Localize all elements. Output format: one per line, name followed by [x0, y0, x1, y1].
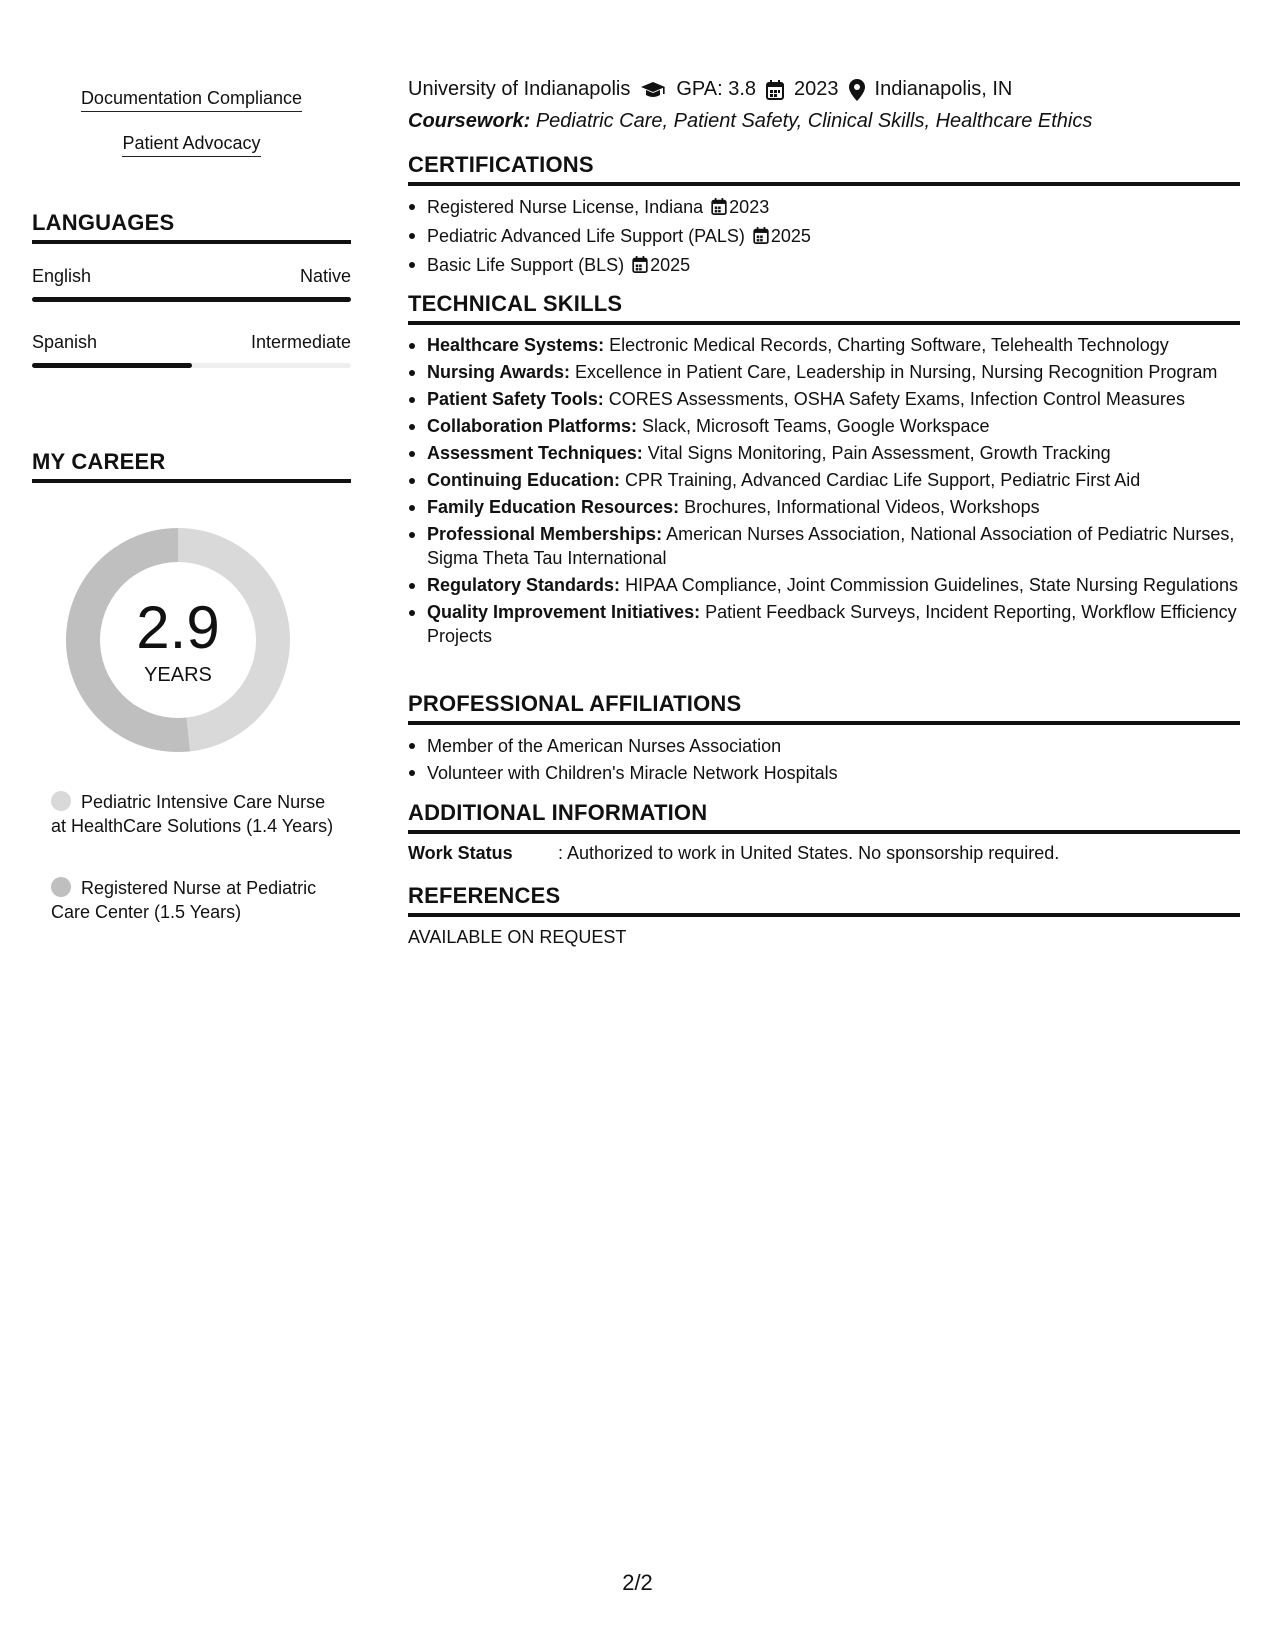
education-year: 2023	[794, 78, 839, 100]
list-item: Regulatory Standards: HIPAA Compliance, Joint Commission Guidelines, State Nursing Regulations	[408, 573, 1240, 597]
list-item: Family Education Resources: Brochures, Informational Videos, Workshops	[408, 495, 1240, 519]
list-item: Professional Memberships: American Nurses Association, National Association of Pediatric Nurses, Sigma Theta Tau International	[408, 522, 1240, 570]
list-item: Basic Life Support (BLS) 2025	[408, 252, 1240, 281]
additional-info-section	[408, 800, 1240, 864]
calendar-icon	[711, 196, 727, 223]
technical-skills-title: TECHNICAL SKILLS	[408, 291, 1240, 325]
location-pin-icon	[849, 79, 865, 101]
list-item: Member of the American Nurses Association	[408, 733, 1240, 760]
affiliations-list	[408, 733, 1240, 787]
work-status-label: Work Status	[408, 843, 513, 863]
language-bar	[32, 363, 351, 368]
language-name: Spanish	[32, 332, 98, 352]
references-text: AVAILABLE ON REQUEST	[408, 927, 627, 947]
list-item: Healthcare Systems: Electronic Medical Records, Charting Software, Telehealth Technology	[408, 333, 1240, 357]
language-item	[32, 266, 351, 302]
language-bar-fill	[32, 363, 192, 368]
education-location: Indianapolis, IN	[874, 78, 1013, 100]
career-unit: YEARS	[144, 664, 212, 686]
languages-section	[32, 210, 351, 368]
calendar-icon	[753, 225, 769, 252]
list-item: Nursing Awards: Excellence in Patient Care, Leadership in Nursing, Nursing Recognition Program	[408, 360, 1240, 384]
list-item: Registered Nurse License, Indiana 2023	[408, 194, 1240, 223]
technical-skills-list	[408, 333, 1240, 648]
technical-skills-section	[408, 291, 1240, 651]
additional-info-title: ADDITIONAL INFORMATION	[408, 800, 1240, 834]
references-title: REFERENCES	[408, 883, 1240, 917]
calendar-icon	[766, 80, 784, 100]
certifications-list	[408, 194, 1240, 281]
references-section	[408, 883, 1240, 948]
languages-title: LANGUAGES	[32, 210, 351, 244]
school-name: University of Indianapolis	[408, 78, 631, 100]
language-bar	[32, 297, 351, 302]
list-item: Quality Improvement Initiatives: Patient Feedback Surveys, Incident Reporting, Workflow Efficiency Projects	[408, 600, 1240, 648]
career-item: Registered Nurse at Pediatric Care Center (1.5 Years)	[51, 878, 317, 922]
language-level: Intermediate	[250, 332, 351, 352]
education-line	[408, 78, 1012, 101]
language-item	[32, 332, 351, 368]
list-item: Assessment Techniques: Vital Signs Monitoring, Pain Assessment, Growth Tracking	[408, 441, 1240, 465]
graduation-cap-icon	[640, 81, 666, 99]
work-status-row	[408, 843, 1240, 864]
affiliations-title: PROFESSIONAL AFFILIATIONS	[408, 691, 1240, 725]
certifications-section	[408, 152, 1240, 281]
language-bar-fill	[32, 297, 351, 302]
career-item: Pediatric Intensive Care Nurse at HealthCare Solutions (1.4 Years)	[51, 792, 334, 836]
work-status-value: : Authorized to work in United States. No sponsorship required.	[558, 843, 1060, 863]
list-item: Pediatric Advanced Life Support (PALS) 2025	[408, 223, 1240, 252]
skill-tag: Documentation Compliance	[81, 88, 302, 112]
coursework-line	[408, 110, 1092, 133]
career-donut-chart	[66, 528, 290, 752]
career-total: 2.9	[136, 594, 220, 661]
gpa: GPA: 3.8	[676, 78, 757, 100]
language-level: Native	[299, 266, 351, 286]
list-item: Continuing Education: CPR Training, Advanced Cardiac Life Support, Pediatric First Aid	[408, 468, 1240, 492]
coursework-text: Pediatric Care, Patient Safety, Clinical Skills, Healthcare Ethics	[535, 110, 1093, 132]
career-title: MY CAREER	[32, 449, 351, 483]
list-item: Patient Safety Tools: CORES Assessments, OSHA Safety Exams, Infection Control Measures	[408, 387, 1240, 411]
calendar-icon	[632, 254, 648, 281]
language-name: English	[32, 266, 92, 286]
page-number: 2/2	[622, 1570, 653, 1595]
affiliations-section	[408, 691, 1240, 787]
certifications-title: CERTIFICATIONS	[408, 152, 1240, 186]
skill-tag: Patient Advocacy	[122, 133, 260, 157]
career-section	[32, 449, 351, 483]
career-dot	[51, 791, 71, 811]
list-item: Collaboration Platforms: Slack, Microsoft Teams, Google Workspace	[408, 414, 1240, 438]
list-item: Volunteer with Children's Miracle Network Hospitals	[408, 760, 1240, 787]
coursework-label: Coursework:	[408, 110, 531, 132]
career-dot	[51, 877, 71, 897]
